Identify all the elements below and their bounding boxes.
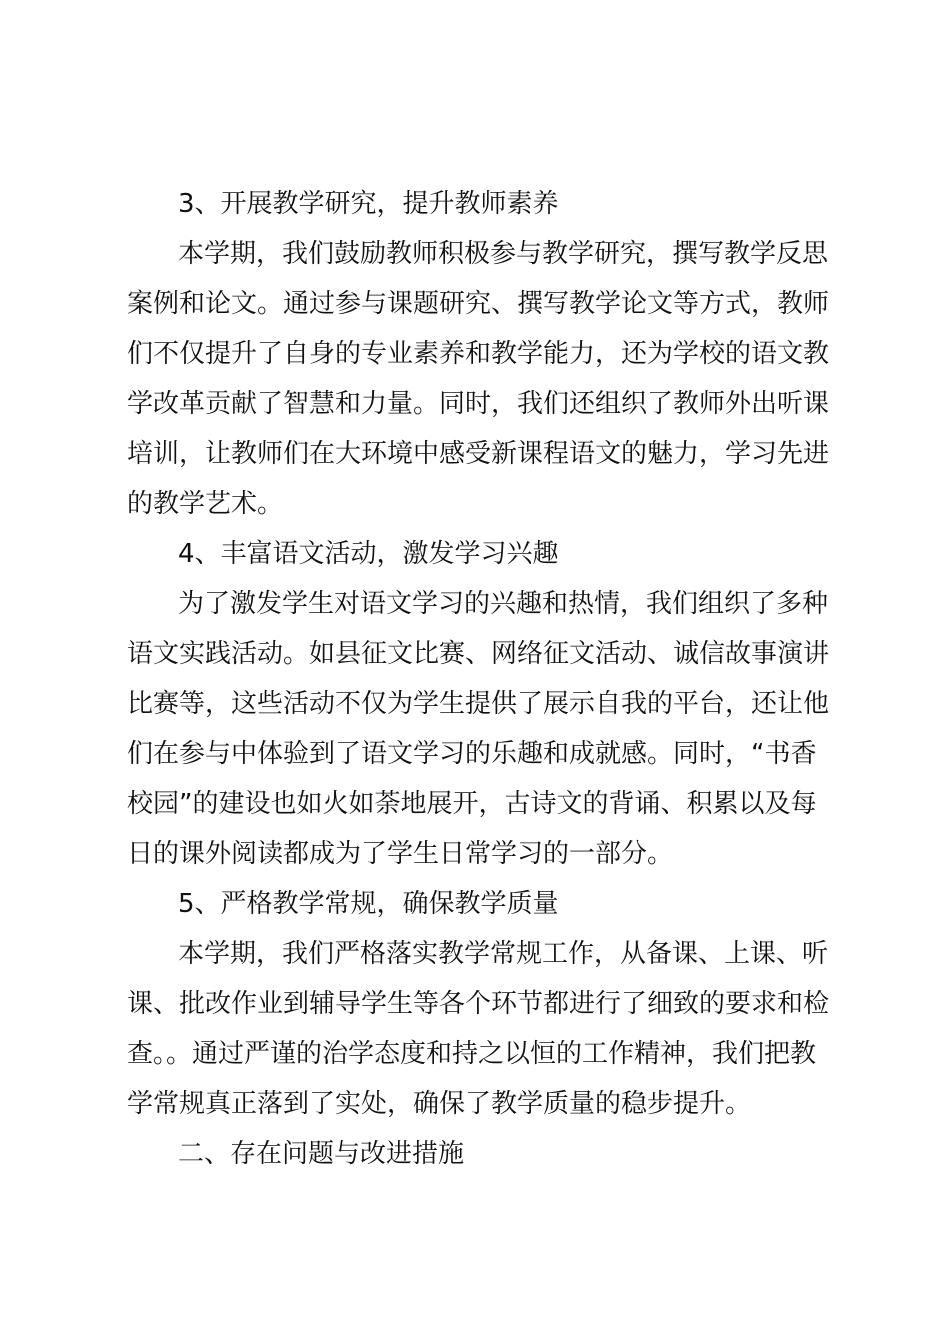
part-heading-2: 二、存在问题与改进措施 [178, 1139, 465, 1169]
paragraph-line: 语文实践活动。如县征文比赛、网络征文活动、诚信故事演讲 [127, 639, 830, 669]
paragraph-line: 校园”的建设也如火如荼地展开，古诗文的背诵、积累以及每 [127, 789, 817, 819]
paragraph-line: 课、批改作业到辅导学生等各个环节都进行了细致的要求和检 [127, 989, 830, 1019]
paragraph-line: 们不仅提升了自身的专业素养和教学能力，还为学校的语文教 [127, 339, 830, 369]
paragraph-line: 日的课外阅读都成为了学生日常学习的一部分。 [127, 839, 674, 869]
paragraph-line: 本学期，我们严格落实教学常规工作，从备课、上课、听 [178, 939, 829, 969]
paragraph-line: 学常规真正落到了实处，确保了教学质量的稳步提升。 [127, 1089, 752, 1119]
section-heading-5: 5、严格教学常规，确保教学质量 [178, 889, 559, 919]
paragraph-line: 学改革贡献了智慧和力量。同时，我们还组织了教师外出听课 [127, 389, 830, 419]
section-heading-3: 3、开展教学研究，提升教师素养 [178, 189, 559, 219]
paragraph-line: 的教学艺术。 [127, 489, 284, 519]
paragraph-line: 案例和论文。通过参与课题研究、撰写教学论文等方式，教师 [127, 289, 830, 319]
paragraph-line: 培训，让教师们在大环境中感受新课程语文的魅力，学习先进 [127, 439, 830, 469]
paragraph-line: 为了激发学生对语文学习的兴趣和热情，我们组织了多种 [178, 589, 829, 619]
paragraph-line: 比赛等，这些活动不仅为学生提供了展示自我的平台，还让他 [127, 689, 830, 719]
section-heading-4: 4、丰富语文活动，激发学习兴趣 [178, 539, 559, 569]
paragraph-line: 查。。通过严谨的治学态度和持之以恒的工作精神，我们把教 [127, 1039, 817, 1069]
paragraph-line: 本学期，我们鼓励教师积极参与教学研究，撰写教学反思 [178, 239, 829, 269]
paragraph-line: 们在参与中体验到了语文学习的乐趣和成就感。同时，“书香 [127, 739, 817, 769]
